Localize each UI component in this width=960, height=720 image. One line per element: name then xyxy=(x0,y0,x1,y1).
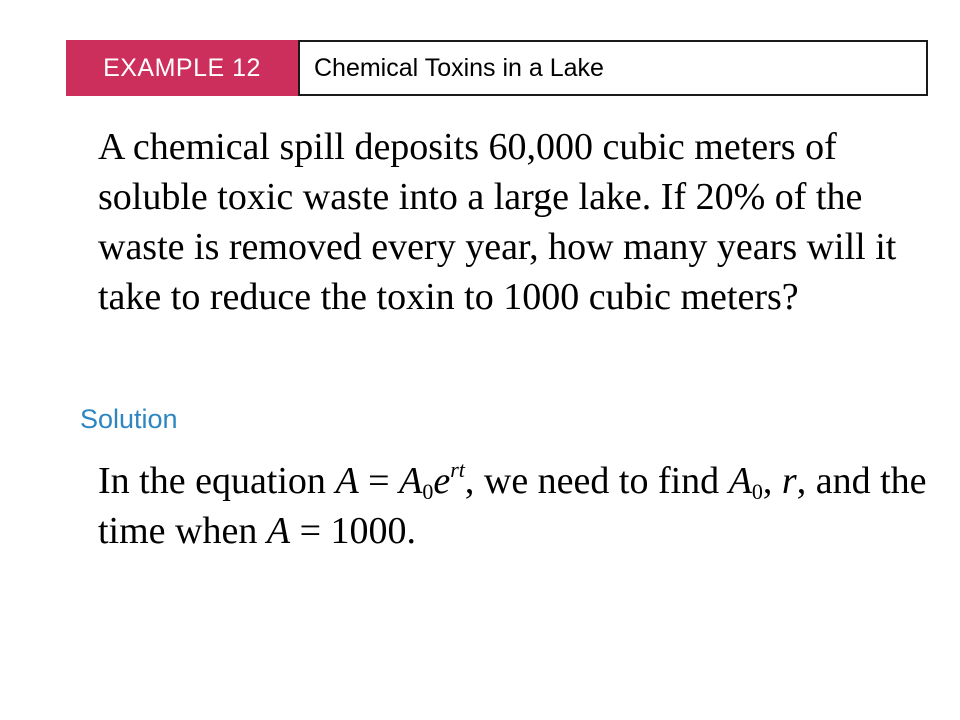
solution-label: Solution xyxy=(80,404,178,434)
subscript-zero: 0 xyxy=(422,479,434,504)
solution-text xyxy=(98,456,928,556)
equals-sign: = xyxy=(358,460,400,502)
solution-intro: In the equation xyxy=(98,460,336,502)
var-a0: A xyxy=(399,460,423,502)
var-a0-second: A xyxy=(728,460,752,502)
exponent-rt: rt xyxy=(450,457,465,482)
var-a: A xyxy=(335,460,359,502)
example-title: Chemical Toxins in a Lake xyxy=(298,40,928,96)
solution-mid: , we need to find xyxy=(464,460,729,502)
var-a-second: A xyxy=(266,510,291,552)
problem-statement: A chemical spill deposits 60,000 cubic meters of soluble toxic waste into a large lake. If 20% of the waste is removed every year, how many years will it take to reduce the toxin to 1000 cubic meters? xyxy=(98,126,897,318)
var-e: e xyxy=(433,460,451,502)
subscript-zero-second: 0 xyxy=(751,479,763,504)
solution-end: = 1000. xyxy=(290,510,417,552)
comma: , xyxy=(762,460,782,502)
example-header xyxy=(66,40,928,96)
solution-tail: , and the time when xyxy=(98,460,927,552)
var-r: r xyxy=(781,460,797,502)
example-number-tag: EXAMPLE 12 xyxy=(66,40,298,96)
